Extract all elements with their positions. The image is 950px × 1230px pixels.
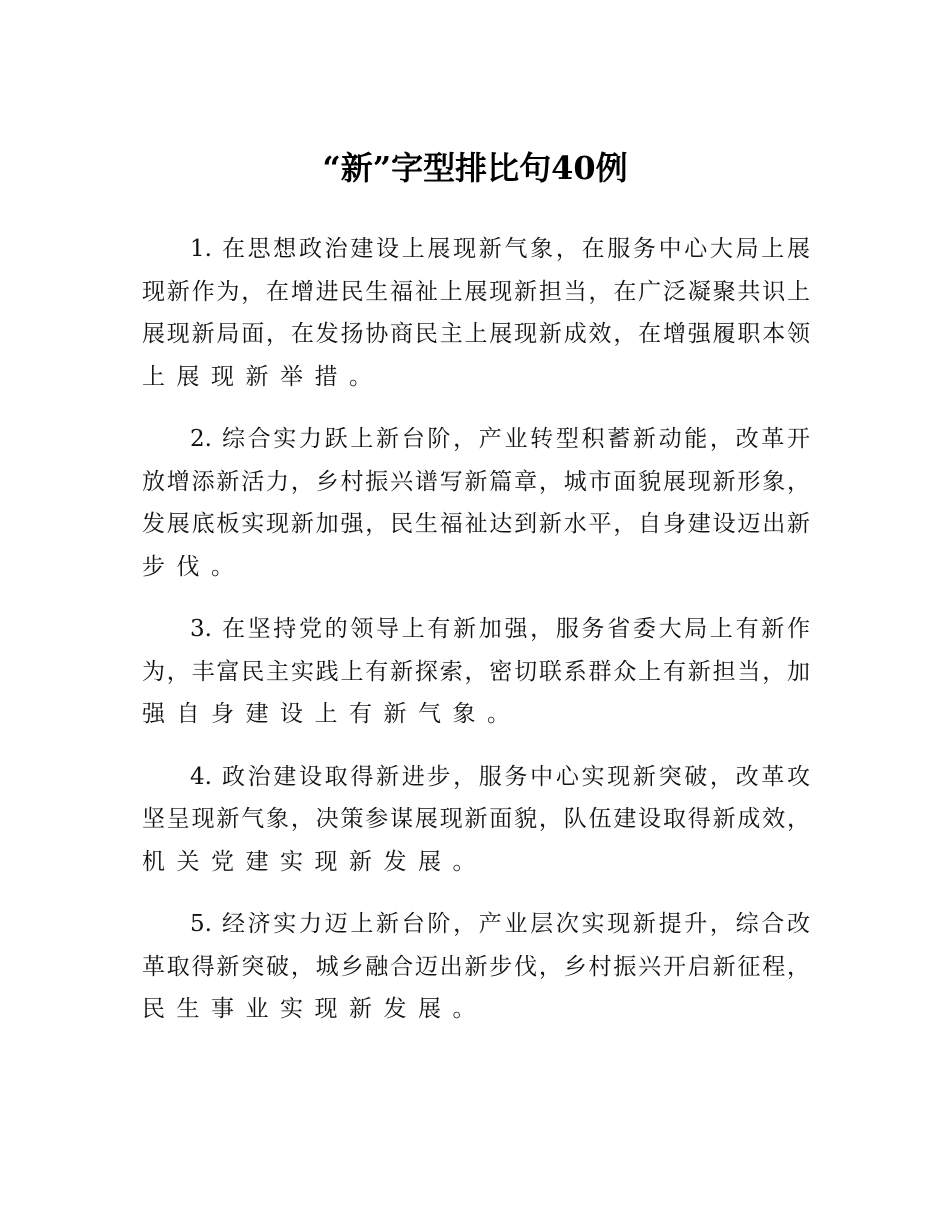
document-title: “新”字型排比句40例 [322,149,628,187]
paragraph-line: 2. 综合实力跃上新台阶，产业转型积蓄新动能，改革开 [190,426,810,452]
paragraph-line: 发展底板实现新加强，民生福祉达到新水平，自身建设迈出新 [142,511,810,537]
paragraph-line: 革取得新突破，城乡融合迈出新步伐，乡村振兴开启新征程， [142,953,810,980]
paragraph-2 [142,418,810,588]
paragraph-line: 5. 经济实力迈上新台阶，产业层次实现新提升，综合改 [190,911,810,937]
paragraph-line: 放增添新活力，乡村振兴谱写新篇章，城市面貌展现新形象， [142,468,810,495]
paragraph-line: 展现新局面，在发扬协商民主上展现新成效，在增强履职本领 [142,321,810,347]
paragraph-line: 坚呈现新气象，决策参谋展现新面貌，队伍建设取得新成效， [142,806,810,832]
paragraph-line: 3. 在坚持党的领导上有新加强，服务省委大局上有新作 [190,616,810,642]
paragraph-line: 为，丰富民主实践上有新探索，密切联系群众上有新担当，加 [142,658,810,685]
paragraph-line: 上展现新举措。 [142,363,384,390]
paragraph-line: 1. 在思想政治建设上展现新气象，在服务中心大局上展 [190,236,810,262]
paragraph-line: 4. 政治建设取得新进步，服务中心实现新突破，改革攻 [190,763,810,790]
paragraph-5 [142,903,810,1031]
paragraph-line: 现新作为，在增进民生福祉上展现新担当，在广泛凝聚共识上 [142,278,810,305]
document-body [142,228,810,1051]
paragraph-line: 强自身建设上有新气象。 [142,701,522,727]
paragraph-1 [142,228,810,398]
paragraph-3 [142,608,810,736]
paragraph-4 [142,756,810,884]
paragraph-line: 民生事业实现新发展。 [142,996,487,1022]
paragraph-line: 步伐。 [142,553,246,580]
paragraph-line: 机关党建实现新发展。 [142,848,487,875]
